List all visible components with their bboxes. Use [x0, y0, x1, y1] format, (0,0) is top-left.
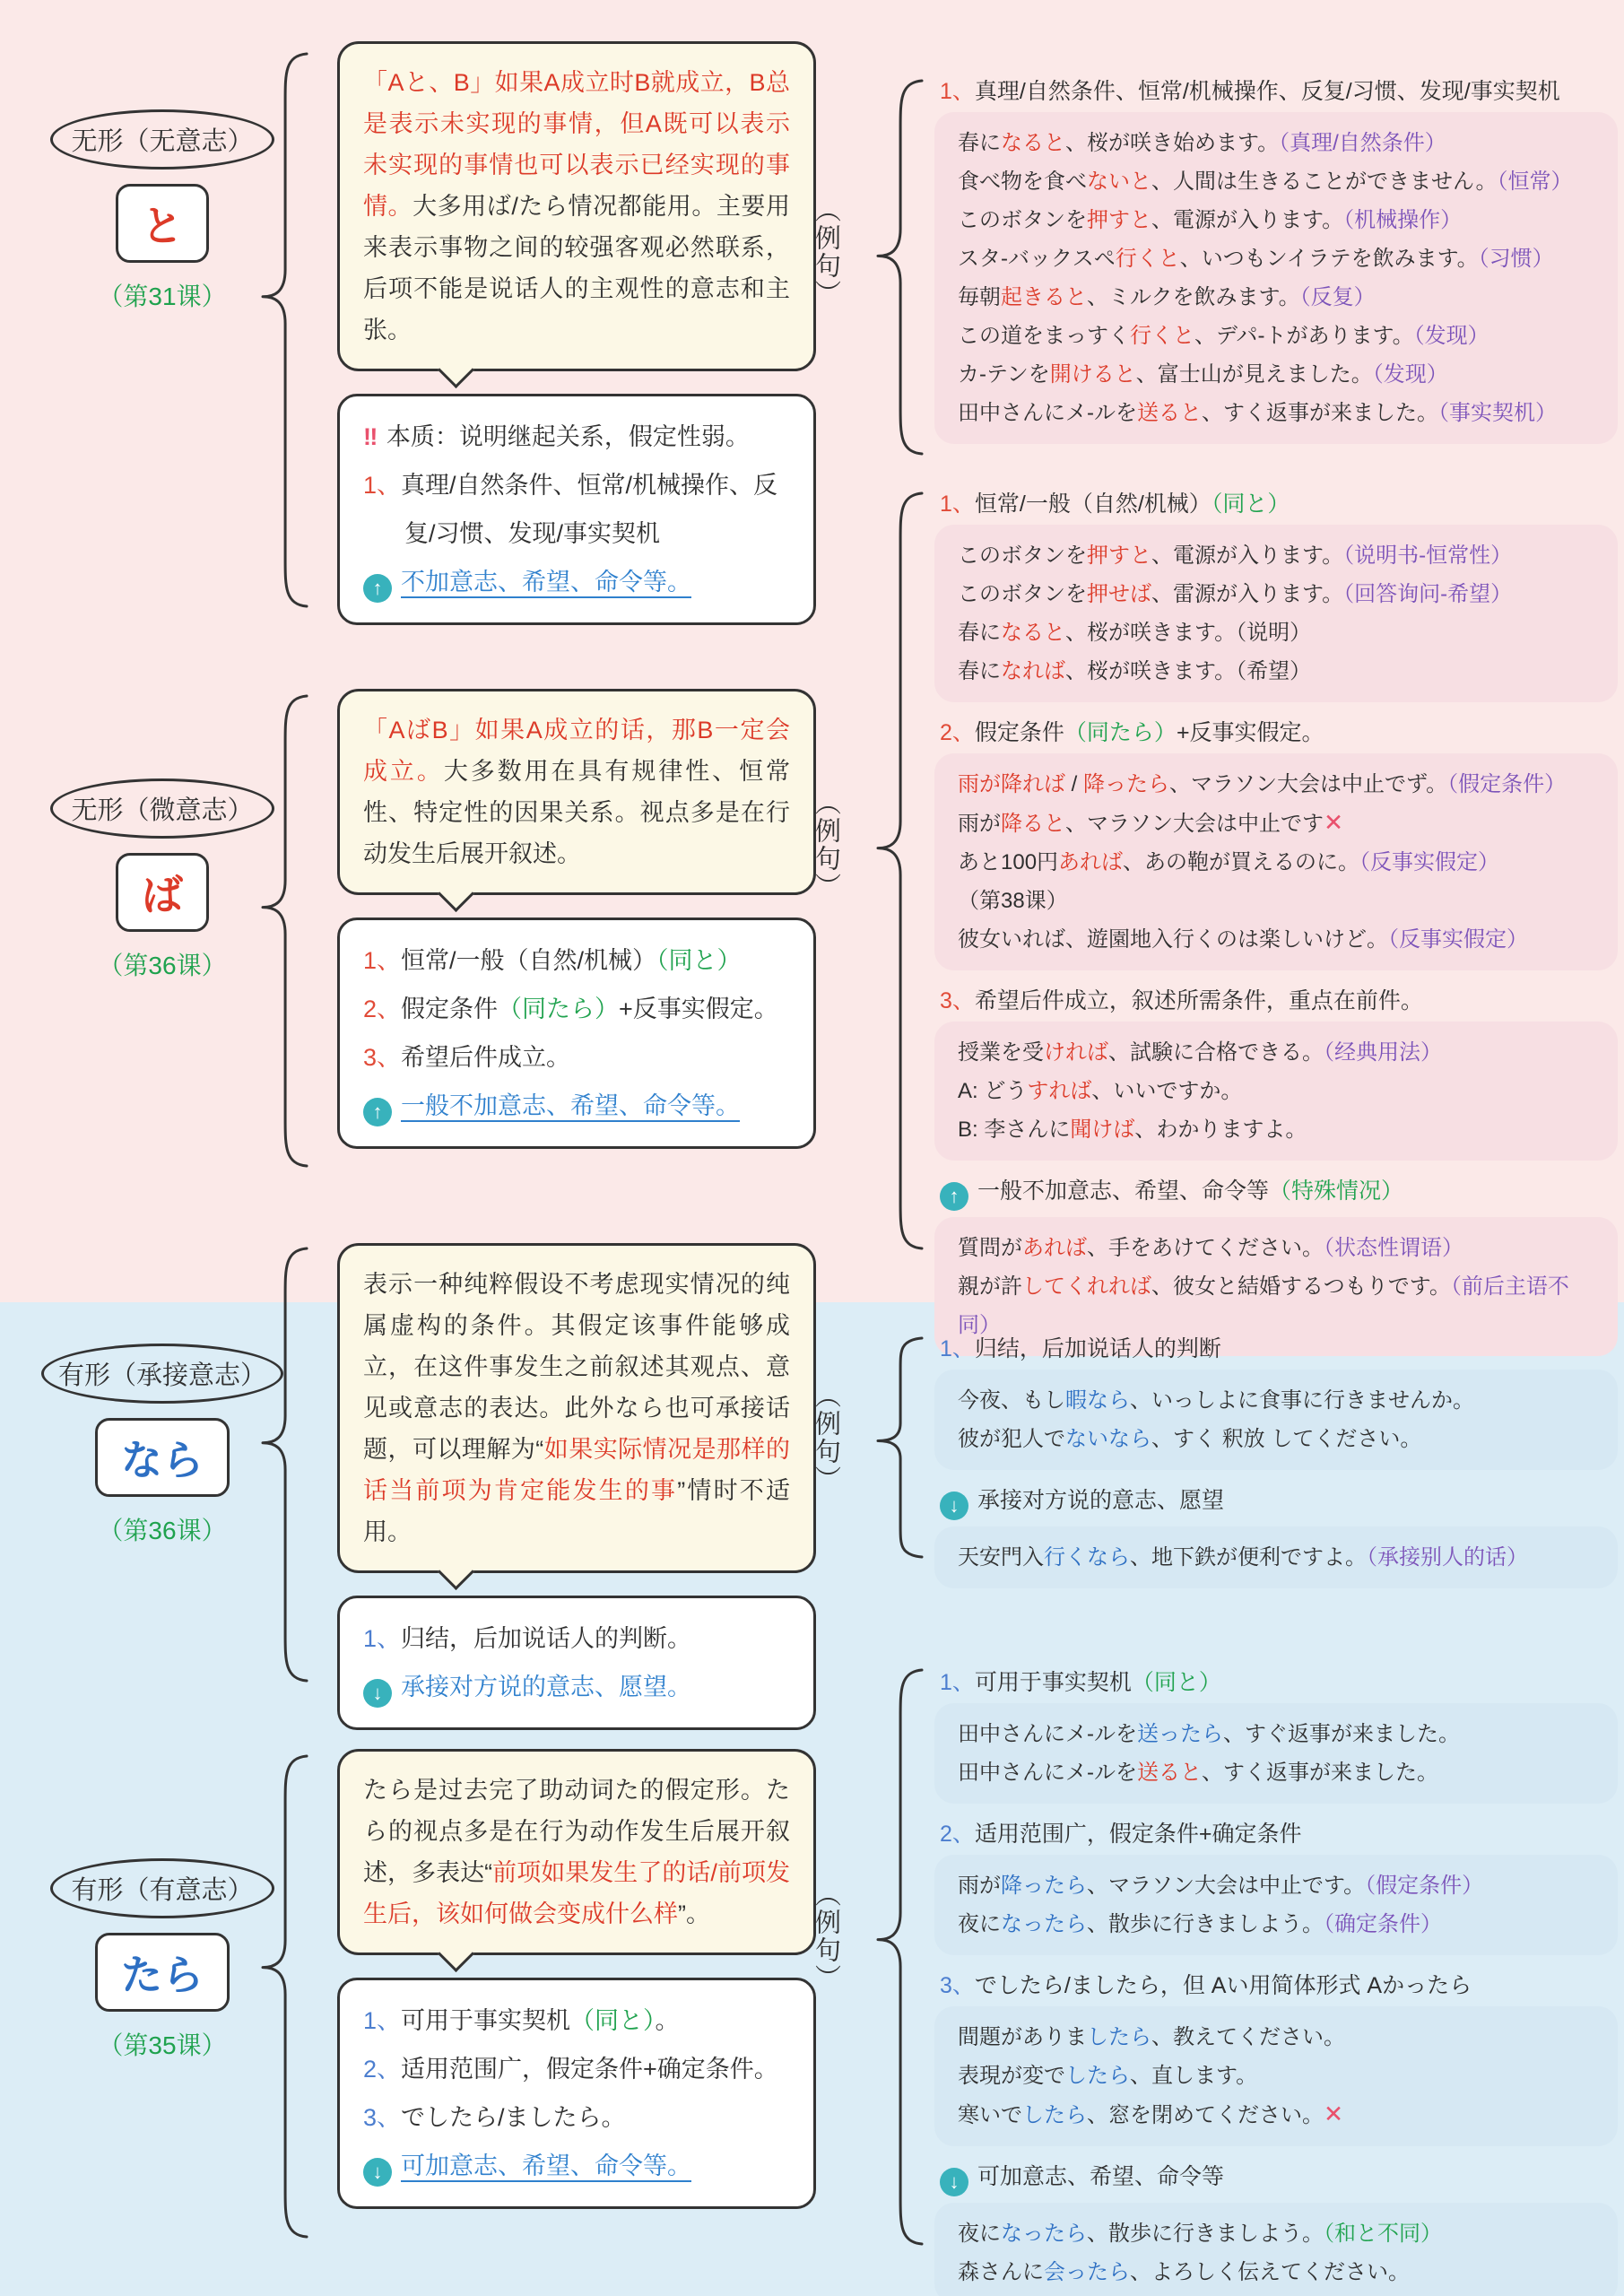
- example-sentence: スタ-バックスペ行くと、いつもンイラテを飲みます。（习惯）: [958, 247, 1554, 271]
- example-group-header: 1、归结，后加说话人的判断: [940, 1336, 1221, 1361]
- key-point-line: 2、适用范围广，假定条件+确定条件。: [363, 2056, 778, 2083]
- example-block: [934, 1370, 1618, 1470]
- keyword-box: ば: [116, 853, 209, 932]
- key-point-line: ↑ 不加意志、希望、命令等。: [363, 558, 790, 606]
- example-group-header: ↓ 可加意志、希望、命令等: [940, 2159, 1618, 2196]
- example-sentence: 田中さんにメ-ルを送ると、すく返事が来ました。: [958, 1761, 1438, 1785]
- lesson-number: （第35课）: [98, 2031, 227, 2059]
- example-sentence: 雨が降ると、マラソン大会は中止です✕: [958, 809, 1344, 836]
- left-brace: [260, 52, 308, 608]
- lesson-number: （第36课）: [98, 952, 227, 979]
- example-sentence: 雨が降ったら、マラソン大会は中止です。（假定条件）: [958, 1874, 1484, 1898]
- example-sentence: 表現が変でしたら、直します。: [958, 2064, 1258, 2088]
- double-exclamation-icon: ‼: [363, 423, 380, 450]
- description-bubble: 表示一种纯粹假设不考虑现实情况的纯属虚构的条件。其假定该事件能够成立，在这件事发生之前叙述其观点、意见或意志的表达。此外なら也可承接话题，可以理解为“如果实际情况是那样的话当前项为肯定能发生的事”情时不适用。: [337, 1243, 816, 1573]
- examples-label: （例句）: [812, 788, 840, 900]
- down-arrow-icon: ↓: [940, 1492, 968, 1520]
- example-group: [934, 2159, 1618, 2296]
- center-column: [337, 1749, 816, 2209]
- example-sentence: 食べ物を食べないと、人間は生きることができません。（恒常）: [958, 170, 1573, 194]
- description-bubble: 「AばB」如果A成立的话，那B一定会成立。大多数用在具有规律性、恒常性、特定性的因果关系。视点多是在行动发生后展开叙述。: [337, 689, 816, 895]
- example-sentence: B: 李さんに聞けば、わかりますよ。: [958, 1118, 1307, 1142]
- example-group: [934, 1331, 1618, 1470]
- example-group-header: 3、希望后件成立，叙述所需条件，重点在前件。: [940, 988, 1423, 1013]
- key-points-box: [337, 918, 816, 1149]
- center-column: [337, 41, 816, 625]
- example-group: [934, 486, 1618, 702]
- keyword-box: と: [116, 184, 209, 263]
- key-point-line: ↓ 可加意志、希望、命令等。: [363, 2142, 790, 2190]
- example-group: [934, 1816, 1618, 1955]
- key-point-line: ‼ 本质：说明继起关系，假定性弱。: [363, 423, 750, 450]
- example-sentence: 夜になったら、散歩に行きましよう。（和と不同）: [958, 2222, 1442, 2246]
- examples-column: [934, 74, 1618, 444]
- example-block: [934, 2006, 1618, 2146]
- example-group-header: 1、可用于事实契机（同と）: [940, 1670, 1221, 1695]
- examples-column: [934, 486, 1618, 1356]
- lesson-number: （第31课）: [98, 283, 227, 310]
- example-sentence: あと100円あれば、あの鞄が買えるのに。（反事实假定）（第38课）: [958, 850, 1500, 913]
- example-group: [934, 1968, 1618, 2146]
- down-arrow-icon: ↓: [363, 1679, 392, 1708]
- form-type-oval: 无形（无意志）: [50, 109, 274, 170]
- example-sentence: 春になると、桜が咲き始めます。（真理/自然条件）: [958, 131, 1446, 155]
- examples-brace: [875, 1668, 924, 2246]
- examples-label: （例句）: [812, 1880, 840, 1992]
- example-sentence: 春になると、桜が咲きます。（说明）: [958, 621, 1312, 645]
- up-arrow-icon: ↑: [363, 1098, 392, 1126]
- keyword-box: なら: [95, 1418, 230, 1497]
- example-block: [934, 525, 1618, 702]
- examples-brace: [875, 491, 924, 1250]
- left-brace: [260, 1754, 308, 2239]
- key-point-line: ↑ 一般不加意志、希望、命令等。: [363, 1082, 790, 1130]
- example-sentence: 田中さんにメ-ルを送ると、すく返事が来ました。（事实契机）: [958, 401, 1557, 425]
- example-sentence: 今夜、もし暇なら、いっしよに食事に行きませんか。: [958, 1388, 1474, 1413]
- cross-icon: ✕: [1324, 2100, 1344, 2127]
- example-sentence: 質問があれば、手をあけてください。（状态性谓语）: [958, 1236, 1463, 1260]
- key-point-line: 1、归结，后加说话人的判断。: [363, 1625, 692, 1652]
- example-sentence: 彼女いれば、遊園地入行くのは楽しいけど。（反事实假定）: [958, 927, 1528, 952]
- key-points-box: [337, 1596, 816, 1730]
- lesson-number: （第36课）: [98, 1517, 227, 1544]
- example-block: [934, 1022, 1618, 1161]
- example-sentence: 授業を受ければ、試験に合格できる。（经典用法）: [958, 1040, 1442, 1065]
- key-point-line: 2、假定条件（同たら）+反事实假定。: [363, 996, 778, 1022]
- example-group-header: ↑ 一般不加意志、希望、命令等（特殊情况）: [940, 1173, 1618, 1211]
- example-block: [934, 1526, 1618, 1588]
- example-group-header: 3、でしたら/ましたら，但 Aい用简体形式 Aかったら: [940, 1973, 1472, 1998]
- example-sentence: 親が許してくれれば、彼女と結婚するつもりです。（前后主语不同）: [958, 1274, 1569, 1337]
- keyword-box: たら: [95, 1933, 230, 2012]
- example-group-header: ↓ 承接对方说的意志、愿望: [940, 1483, 1618, 1520]
- example-sentence: この道をまっすく行くと、デパ-トがあります。（发现）: [958, 324, 1489, 348]
- example-sentence: 春になれば、桜が咲きます。（希望）: [958, 659, 1312, 683]
- center-column: [337, 1243, 816, 1730]
- cross-icon: ✕: [1324, 809, 1344, 836]
- example-sentence: 雨が降れば / 降ったら、マラソン大会は中止でず。（假定条件）: [958, 772, 1567, 796]
- description-bubble: 「Aと、B」如果A成立时B就成立，B总是表示未实现的事情，但A既可以表示未实现的事情也可以表示已经实现的事情。大多用ば/たら情况都能用。主要用来表示事物之间的较强客观必然联系，后项不能是说话人的主观性的意志和主张。: [337, 41, 816, 371]
- example-sentence: 彼が犯人でないなら、すく 釈放 してください。: [958, 1427, 1422, 1451]
- example-sentence: このボタンを押すと、電源が入ります。（机械操作）: [958, 208, 1463, 232]
- example-group: [934, 1173, 1618, 1356]
- example-group-header: 2、适用范围广，假定条件+确定条件: [940, 1822, 1302, 1847]
- description-bubble: たら是过去完了助动词た的假定形。たら的视点多是在行为动作发生后展开叙述，多表达“前项如果发生了的话/前项发生后，该如何做会变成什么样”。: [337, 1749, 816, 1955]
- example-group: [934, 983, 1618, 1161]
- example-sentence: このボタンを押せば、雷源が入ります。（回答询问-希望）: [958, 582, 1513, 606]
- down-arrow-icon: ↓: [363, 2158, 392, 2187]
- key-point-line: 3、でしたら/ましたら。: [363, 2104, 626, 2131]
- example-group: [934, 74, 1618, 444]
- example-sentence: 森さんに会ったら、よろしく伝えてください。: [958, 2260, 1410, 2284]
- key-points-box: [337, 394, 816, 625]
- example-block: [934, 753, 1618, 970]
- left-column: [36, 1858, 289, 2062]
- key-point-line: 1、真理/自然条件、恒常/机械操作、反复/习惯、发现/事实契机: [363, 472, 778, 547]
- example-sentence: このボタンを押すと、電源が入ります。（说明书-恒常性）: [958, 544, 1513, 568]
- examples-brace: [875, 1336, 924, 1559]
- examples-label: （例句）: [812, 1381, 840, 1493]
- example-sentence: 寒いでしたら、窓を閉めてください。✕: [958, 2100, 1344, 2127]
- example-sentence: 天安門入行くなら、地下鉄が便利ですよ。（承接别人的话）: [958, 1545, 1528, 1570]
- example-sentence: 田中さんにメ-ルを送ったら、すぐ返事が来ました。: [958, 1722, 1460, 1746]
- key-point-line: 3、希望后件成立。: [363, 1044, 571, 1071]
- form-type-oval: 无形（微意志）: [50, 778, 274, 839]
- examples-column: [934, 1665, 1618, 2296]
- left-column: [36, 109, 289, 313]
- up-arrow-icon: ↑: [940, 1182, 968, 1211]
- example-sentence: 間題がありましたら、教えてください。: [958, 2025, 1345, 2049]
- example-group: [934, 1665, 1618, 1804]
- example-group-header: 2、假定条件（同たら）+反事实假定。: [940, 720, 1324, 745]
- form-type-oval: 有形（承接意志）: [41, 1344, 283, 1404]
- key-point-line: 1、可用于事实契机（同と）。: [363, 2007, 680, 2034]
- example-block: [934, 1703, 1618, 1804]
- left-column: [36, 778, 289, 982]
- center-column: [337, 689, 816, 1149]
- example-block: [934, 1855, 1618, 1955]
- left-column: [36, 1344, 289, 1547]
- example-block: [934, 112, 1618, 444]
- example-group: [934, 715, 1618, 970]
- examples-column: [934, 1331, 1618, 1588]
- up-arrow-icon: ↑: [363, 574, 392, 603]
- left-brace: [260, 1247, 308, 1683]
- example-group: [934, 1483, 1618, 1588]
- form-type-oval: 有形（有意志）: [50, 1858, 274, 1918]
- example-sentence: 毎朝起きると、ミルクを飲みます。（反复）: [958, 285, 1376, 309]
- example-sentence: カ-テンを開けると、富士山が見えました。（发现）: [958, 362, 1448, 387]
- left-brace: [260, 694, 308, 1168]
- example-sentence: A: どうすれば、いいですか。: [958, 1079, 1243, 1103]
- key-point-line: ↓ 承接对方说的意志、愿望。: [363, 1663, 790, 1711]
- examples-brace: [875, 79, 924, 456]
- example-sentence: 夜になったら、散歩に行きましよう。（确定条件）: [958, 1912, 1442, 1936]
- down-arrow-icon: ↓: [940, 2168, 968, 2196]
- key-points-box: [337, 1978, 816, 2209]
- key-point-line: 1、恒常/一般（自然/机械）（同と）: [363, 947, 742, 974]
- examples-label: （例句）: [812, 196, 840, 309]
- example-block: [934, 2203, 1618, 2296]
- example-group-header: 1、恒常/一般（自然/机械）（同と）: [940, 491, 1290, 517]
- example-group-header: 1、真理/自然条件、恒常/机械操作、反复/习惯、发现/事实契机: [940, 79, 1560, 104]
